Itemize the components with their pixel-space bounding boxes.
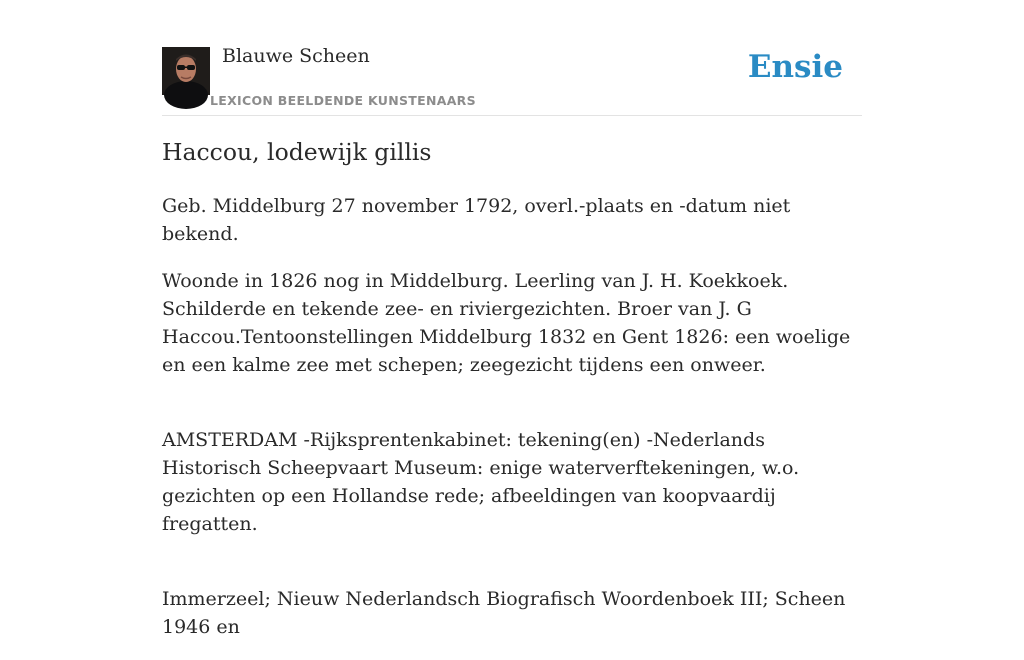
brand-logo[interactable]: Ensie	[747, 49, 843, 85]
collection-name[interactable]: LEXICON BEELDENDE KUNSTENAARS	[210, 93, 476, 108]
article-title: Haccou, lodewijk gillis	[162, 138, 432, 166]
paragraph-gap	[162, 398, 862, 426]
avatar[interactable]	[162, 47, 210, 95]
page	[162, 0, 862, 638]
biography-paragraph: Woonde in 1826 nog in Middelburg. Leerling van J. H. Koekkoek. Schilderde en tekende zee- en riviergezichten. Broer van J. G Haccou.Tentoonstellingen Middelburg 1832 en Gent 1826: een woelige en een kalme zee met schepen; zeegezicht tijdens een onweer.	[162, 270, 851, 376]
birth-paragraph: Geb. Middelburg 27 november 1792, overl.-plaats en -datum niet bekend.	[162, 195, 791, 245]
author-name[interactable]: Blauwe Scheen	[222, 45, 370, 67]
sources-paragraph: Immerzeel; Nieuw Nederlandsch Biografisch Woordenboek III; Scheen 1946 en	[162, 588, 846, 638]
paragraph-gap	[162, 557, 862, 585]
header	[162, 0, 862, 116]
collections-paragraph: AMSTERDAM -Rijksprentenkabinet: tekening(en) -Nederlands Historisch Scheepvaart Museum: enige waterverftekeningen, w.o. gezichten op een Hollandse rede; afbeeldingen van koopvaardij fregatten.	[162, 429, 800, 535]
avatar-portrait-image	[162, 47, 210, 95]
article-body	[162, 192, 862, 660]
